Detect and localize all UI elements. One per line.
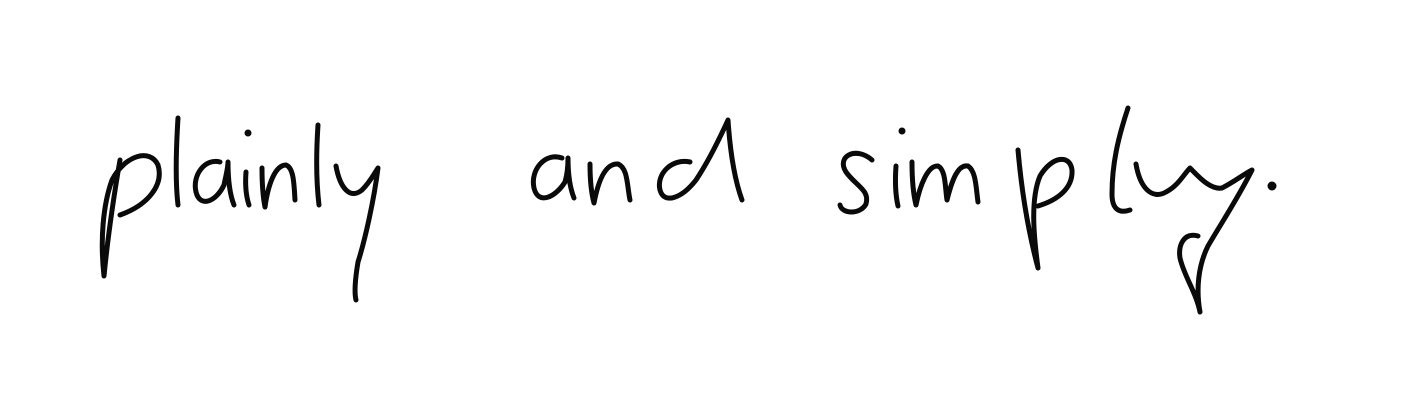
letter-i2-dot bbox=[899, 128, 906, 135]
letter-p bbox=[102, 156, 159, 276]
letter-n2 bbox=[590, 164, 630, 203]
letter-y bbox=[336, 166, 378, 300]
letter-l2 bbox=[317, 125, 319, 205]
letter-l3 bbox=[1112, 108, 1130, 211]
letter-a2 bbox=[533, 157, 574, 198]
letter-i-dot bbox=[245, 130, 252, 137]
period bbox=[1268, 182, 1277, 191]
word-simply bbox=[840, 108, 1277, 312]
letter-n bbox=[262, 165, 295, 207]
letter-d bbox=[659, 120, 742, 200]
letter-m bbox=[912, 162, 978, 205]
letter-l bbox=[176, 118, 178, 205]
letter-s bbox=[840, 153, 872, 212]
letter-a bbox=[195, 161, 234, 205]
word-and bbox=[533, 120, 742, 203]
letter-i2 bbox=[895, 166, 898, 206]
word-plainly bbox=[102, 118, 378, 300]
letter-p2 bbox=[1018, 150, 1072, 268]
letter-i bbox=[246, 172, 249, 205]
letter-y2 bbox=[1136, 164, 1252, 312]
